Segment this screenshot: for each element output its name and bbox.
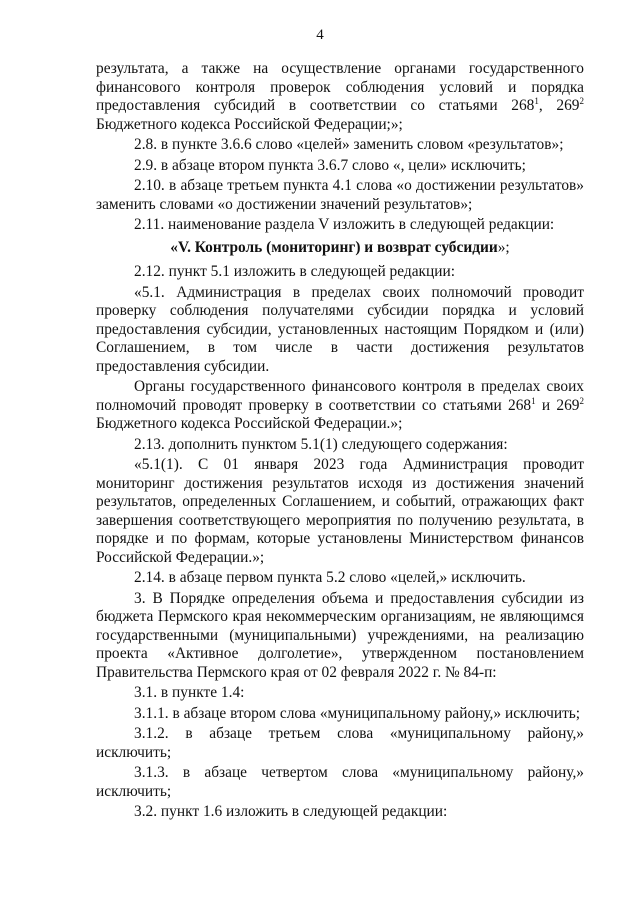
paragraph-2-12: 2.12. пункт 5.1 изложить в следующей редакции: bbox=[134, 263, 455, 280]
paragraph-3-1-1: 3.1.1. в абзаце втором слова «муниципальному району,» исключить; bbox=[134, 704, 581, 722]
paragraph-continuation: результата, а также на осуществление органами государственного финансового контроля проверок соблюдения условий и порядка предоставления субсидий в соответствии со статьями $268^1$, $269^2$ Бюджетного кодекса Российской Федерации;»; bbox=[96, 60, 585, 133]
paragraph-3-1: 3.1. в пункте 1.4: bbox=[134, 684, 245, 701]
superscript: 2 bbox=[579, 395, 584, 406]
paragraph-2-10: 2.10. в абзаце третьем пункта 4.1 слова «о достижении результатов» заменить словами «о достижении значений результатов»; bbox=[96, 177, 584, 213]
paragraph-2-13: 2.13. дополнить пунктом 5.1(1) следующего содержания: bbox=[134, 435, 508, 453]
paragraph-5-1-1: «5.1(1). С 01 января 2023 года Администрация проводит мониторинг достижения результатов исходя из достижения значений результатов, определенных Соглашением, и событий, отражающих факт завершения соответствующего мероприятия по получению результата, в порядке и по формам, которые установлены Министерством финансов Российской Федерации.»; bbox=[96, 456, 584, 566]
superscript: 2 bbox=[579, 96, 585, 106]
paragraph-2-11: 2.11. наименование раздела V изложить в следующей редакции: bbox=[134, 216, 555, 233]
section-heading-text: «V. Контроль (мониторинг) и возврат субсидии bbox=[170, 238, 498, 256]
paragraph-3-1-2: 3.1.2. в абзаце третьем слова «муниципальному району,» исключить; bbox=[96, 725, 584, 761]
document-body bbox=[96, 60, 584, 824]
paragraph-3: 3. В Порядке определения объема и предоставления субсидии из бюджета Пермского края некоммерческим организациям, не являющимся государственными (муниципальными) учреждениями, на реализацию проекта «Активное долголетие», утвержденном постановлением Правительства Пермского края от 02 февраля 2022 г. № 84-п: bbox=[96, 589, 584, 681]
page-number: 4 bbox=[316, 27, 324, 43]
section-heading bbox=[96, 239, 584, 258]
paragraph-5-1: «5.1. Администрация в пределах своих полномочий проводит проверку соблюдения получателями субсидии порядка и условий предоставления субсидии, установленных настоящим Порядком и (или) Соглашением, в том числе в части достижения результатов предоставления субсидии. bbox=[96, 283, 584, 375]
paragraph-control-bodies: Органы государственного финансового контроля в пределах своих полномочий проводят проверку в соответствии со статьями $268^1$ и $269^2$ Бюджетного кодекса Российской Федерации.»; bbox=[96, 378, 584, 432]
superscript: 1 bbox=[534, 96, 539, 106]
paragraph-2-9: 2.9. в абзаце втором пункта 3.6.7 слово «, цели» исключить; bbox=[134, 156, 526, 174]
paragraph-2-8: 2.8. в пункте 3.6.6 слово «целей» заменить словом «результатов»; bbox=[134, 136, 564, 153]
paragraph-3-1-3: 3.1.3. в абзаце четвертом слова «муниципальному району,» исключить; bbox=[96, 764, 584, 800]
superscript: 1 bbox=[531, 395, 536, 406]
section-heading-tail: »; bbox=[497, 238, 510, 256]
paragraph-2-14: 2.14. в абзаце первом пункта 5.2 слово «целей,» исключить. bbox=[134, 569, 526, 586]
paragraph-3-2: 3.2. пункт 1.6 изложить в следующей редакции: bbox=[134, 803, 448, 820]
